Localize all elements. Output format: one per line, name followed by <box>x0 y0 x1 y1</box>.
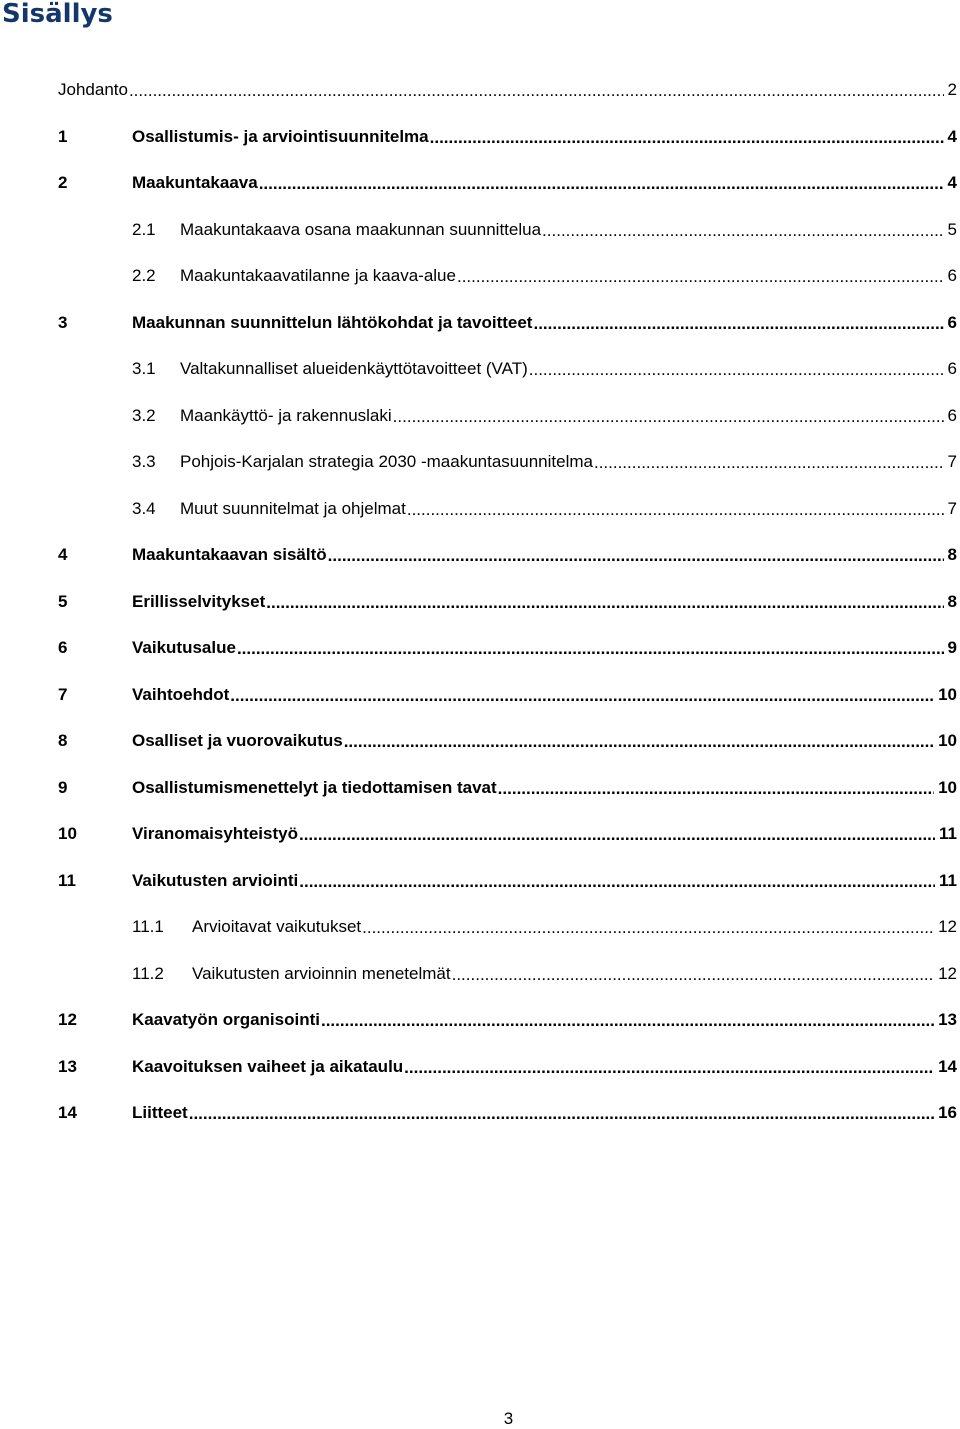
toc-entry[interactable] <box>58 672 957 719</box>
toc-entry[interactable] <box>58 625 957 672</box>
toc-entry-number: 3.1 <box>132 359 156 379</box>
toc-entry-title: Liitteet <box>132 1103 188 1123</box>
toc-entry-page-number: 12 <box>938 963 957 983</box>
toc-entry-page-number: 11 <box>939 870 957 890</box>
toc-entry-title: Osalliset ja vuorovaikutus <box>132 731 343 751</box>
dot-leader <box>328 546 944 566</box>
dot-leader <box>404 1058 934 1078</box>
toc-entry[interactable] <box>58 346 957 393</box>
toc-entry-page-number: 14 <box>938 1056 957 1076</box>
toc-entry-number: 2.1 <box>132 219 156 239</box>
toc-entry-title: Johdanto <box>58 80 128 100</box>
toc-entry[interactable] <box>58 207 957 254</box>
toc-entry-page-number: 10 <box>938 731 957 751</box>
toc-entry-title: Kaavatyön organisointi <box>132 1010 320 1030</box>
toc-entry-page-number: 4 <box>947 126 957 146</box>
toc-entry-title: Muut suunnitelmat ja ohjelmat <box>180 498 406 518</box>
toc-entry-page-number: 6 <box>947 266 957 286</box>
toc-entry[interactable] <box>58 67 957 114</box>
toc-entry-title: Valtakunnalliset alueidenkäyttötavoitteet (VAT) <box>180 359 528 379</box>
toc-entry-number: 11.2 <box>132 963 164 983</box>
toc-entry[interactable] <box>58 532 957 579</box>
toc-entry-title: Kaavoituksen vaiheet ja aikataulu <box>132 1056 404 1076</box>
dot-leader <box>299 825 935 845</box>
toc-entry-number: 3.4 <box>132 498 156 518</box>
toc-entry-number: 10 <box>58 824 77 844</box>
toc-entry-page-number: 10 <box>938 684 957 704</box>
toc-entry-title: Vaikutusten arviointi <box>132 870 299 890</box>
toc-entry[interactable] <box>58 114 957 161</box>
toc-entry-title: Maakuntakaavan sisältö <box>132 545 327 565</box>
toc-entry-number: 11.1 <box>132 917 164 937</box>
toc-entry[interactable] <box>58 718 957 765</box>
dot-leader <box>129 81 944 101</box>
toc-entry-page-number: 7 <box>947 452 957 472</box>
toc-entry-title: Erillisselvitykset <box>132 591 266 611</box>
toc-entry-title: Vaikutusalue <box>132 638 236 658</box>
toc-entry-title: Pohjois-Karjalan strategia 2030 -maakuntasuunnitelma <box>180 452 593 472</box>
dot-leader <box>230 686 934 706</box>
toc-entry[interactable] <box>58 811 957 858</box>
toc-entry-number: 11 <box>58 870 76 890</box>
toc-entry-title: Vaihtoehdot <box>132 684 230 704</box>
toc-entry[interactable] <box>58 1044 957 1091</box>
page-title: Sisällys <box>2 0 113 29</box>
toc-entry-number: 8 <box>58 731 68 751</box>
toc-entry-page-number: 10 <box>938 777 957 797</box>
dot-leader <box>594 453 944 473</box>
toc-entry[interactable] <box>58 997 957 1044</box>
toc-entry-page-number: 16 <box>938 1103 957 1123</box>
dot-leader <box>259 174 944 194</box>
toc-entry[interactable] <box>58 858 957 905</box>
toc-entry[interactable] <box>58 904 957 951</box>
toc-entry-title: Osallistumismenettelyt ja tiedottamisen tavat <box>132 777 497 797</box>
toc-entry-page-number: 12 <box>938 917 957 937</box>
toc-entry-number: 1 <box>58 126 68 146</box>
dot-leader <box>362 918 934 938</box>
dot-leader <box>321 1011 934 1031</box>
toc-entry-page-number: 6 <box>947 405 957 425</box>
toc-entry-number: 6 <box>58 638 68 658</box>
dot-leader <box>299 872 935 892</box>
toc-entry-number: 9 <box>58 777 68 797</box>
toc-entry[interactable] <box>58 951 957 998</box>
toc-entry[interactable] <box>58 765 957 812</box>
toc-entry[interactable] <box>58 393 957 440</box>
toc-entry-title: Arvioitavat vaikutukset <box>192 917 362 937</box>
dot-leader <box>189 1104 934 1124</box>
toc-entry-title: Maankäyttö- ja rakennuslaki <box>180 405 392 425</box>
toc-entry-number: 3 <box>58 312 68 332</box>
toc-entry-title: Maakuntakaavatilanne ja kaava-alue <box>180 266 456 286</box>
toc-entry-page-number: 2 <box>947 80 957 100</box>
toc-entry-number: 13 <box>58 1056 77 1076</box>
toc-entry-page-number: 7 <box>947 498 957 518</box>
dot-leader <box>457 267 944 287</box>
toc-entry-title: Vaikutusten arvioinnin menetelmät <box>192 963 451 983</box>
table-of-contents <box>58 67 957 1137</box>
toc-entry[interactable] <box>58 486 957 533</box>
toc-entry-title: Viranomaisyhteistyö <box>132 824 298 844</box>
toc-entry-page-number: 4 <box>947 173 957 193</box>
toc-entry[interactable] <box>58 253 957 300</box>
dot-leader <box>407 500 944 520</box>
page-number-footer: 3 <box>503 1409 514 1428</box>
toc-entry-title: Maakunnan suunnittelun lähtökohdat ja tavoitteet <box>132 312 533 332</box>
dot-leader <box>430 128 944 148</box>
toc-entry[interactable] <box>58 1090 957 1137</box>
toc-entry-number: 5 <box>58 591 68 611</box>
dot-leader <box>393 407 944 427</box>
dot-leader <box>542 221 943 241</box>
toc-entry-page-number: 13 <box>938 1010 957 1030</box>
dot-leader <box>452 965 934 985</box>
toc-entry-number: 12 <box>58 1010 77 1030</box>
toc-entry[interactable] <box>58 579 957 626</box>
toc-entry-number: 3.2 <box>132 405 156 425</box>
dot-leader <box>498 779 934 799</box>
toc-entry-number: 2.2 <box>132 266 156 286</box>
toc-entry-page-number: 8 <box>947 545 957 565</box>
toc-entry-number: 4 <box>58 545 68 565</box>
toc-entry-page-number: 9 <box>947 638 957 658</box>
toc-entry-page-number: 11 <box>939 824 957 844</box>
dot-leader <box>529 360 944 380</box>
dot-leader <box>237 639 944 659</box>
toc-entry-title: Osallistumis- ja arviointisuunnitelma <box>132 126 429 146</box>
toc-entry-number: 2 <box>58 173 68 193</box>
toc-entry-number: 7 <box>58 684 68 704</box>
toc-entry-title: Maakuntakaava osana maakunnan suunnittelua <box>180 219 542 239</box>
toc-entry-page-number: 6 <box>947 312 957 332</box>
toc-entry-number: 3.3 <box>132 452 156 472</box>
toc-entry[interactable] <box>58 300 957 347</box>
toc-entry-number: 14 <box>58 1103 77 1123</box>
dot-leader <box>266 593 943 613</box>
toc-entry[interactable] <box>58 439 957 486</box>
toc-entry-page-number: 5 <box>947 219 957 239</box>
dot-leader <box>344 732 934 752</box>
toc-entry[interactable] <box>58 160 957 207</box>
dot-leader <box>533 314 943 334</box>
toc-entry-title: Maakuntakaava <box>132 173 258 193</box>
toc-entry-page-number: 6 <box>947 359 957 379</box>
toc-entry-page-number: 8 <box>947 591 957 611</box>
